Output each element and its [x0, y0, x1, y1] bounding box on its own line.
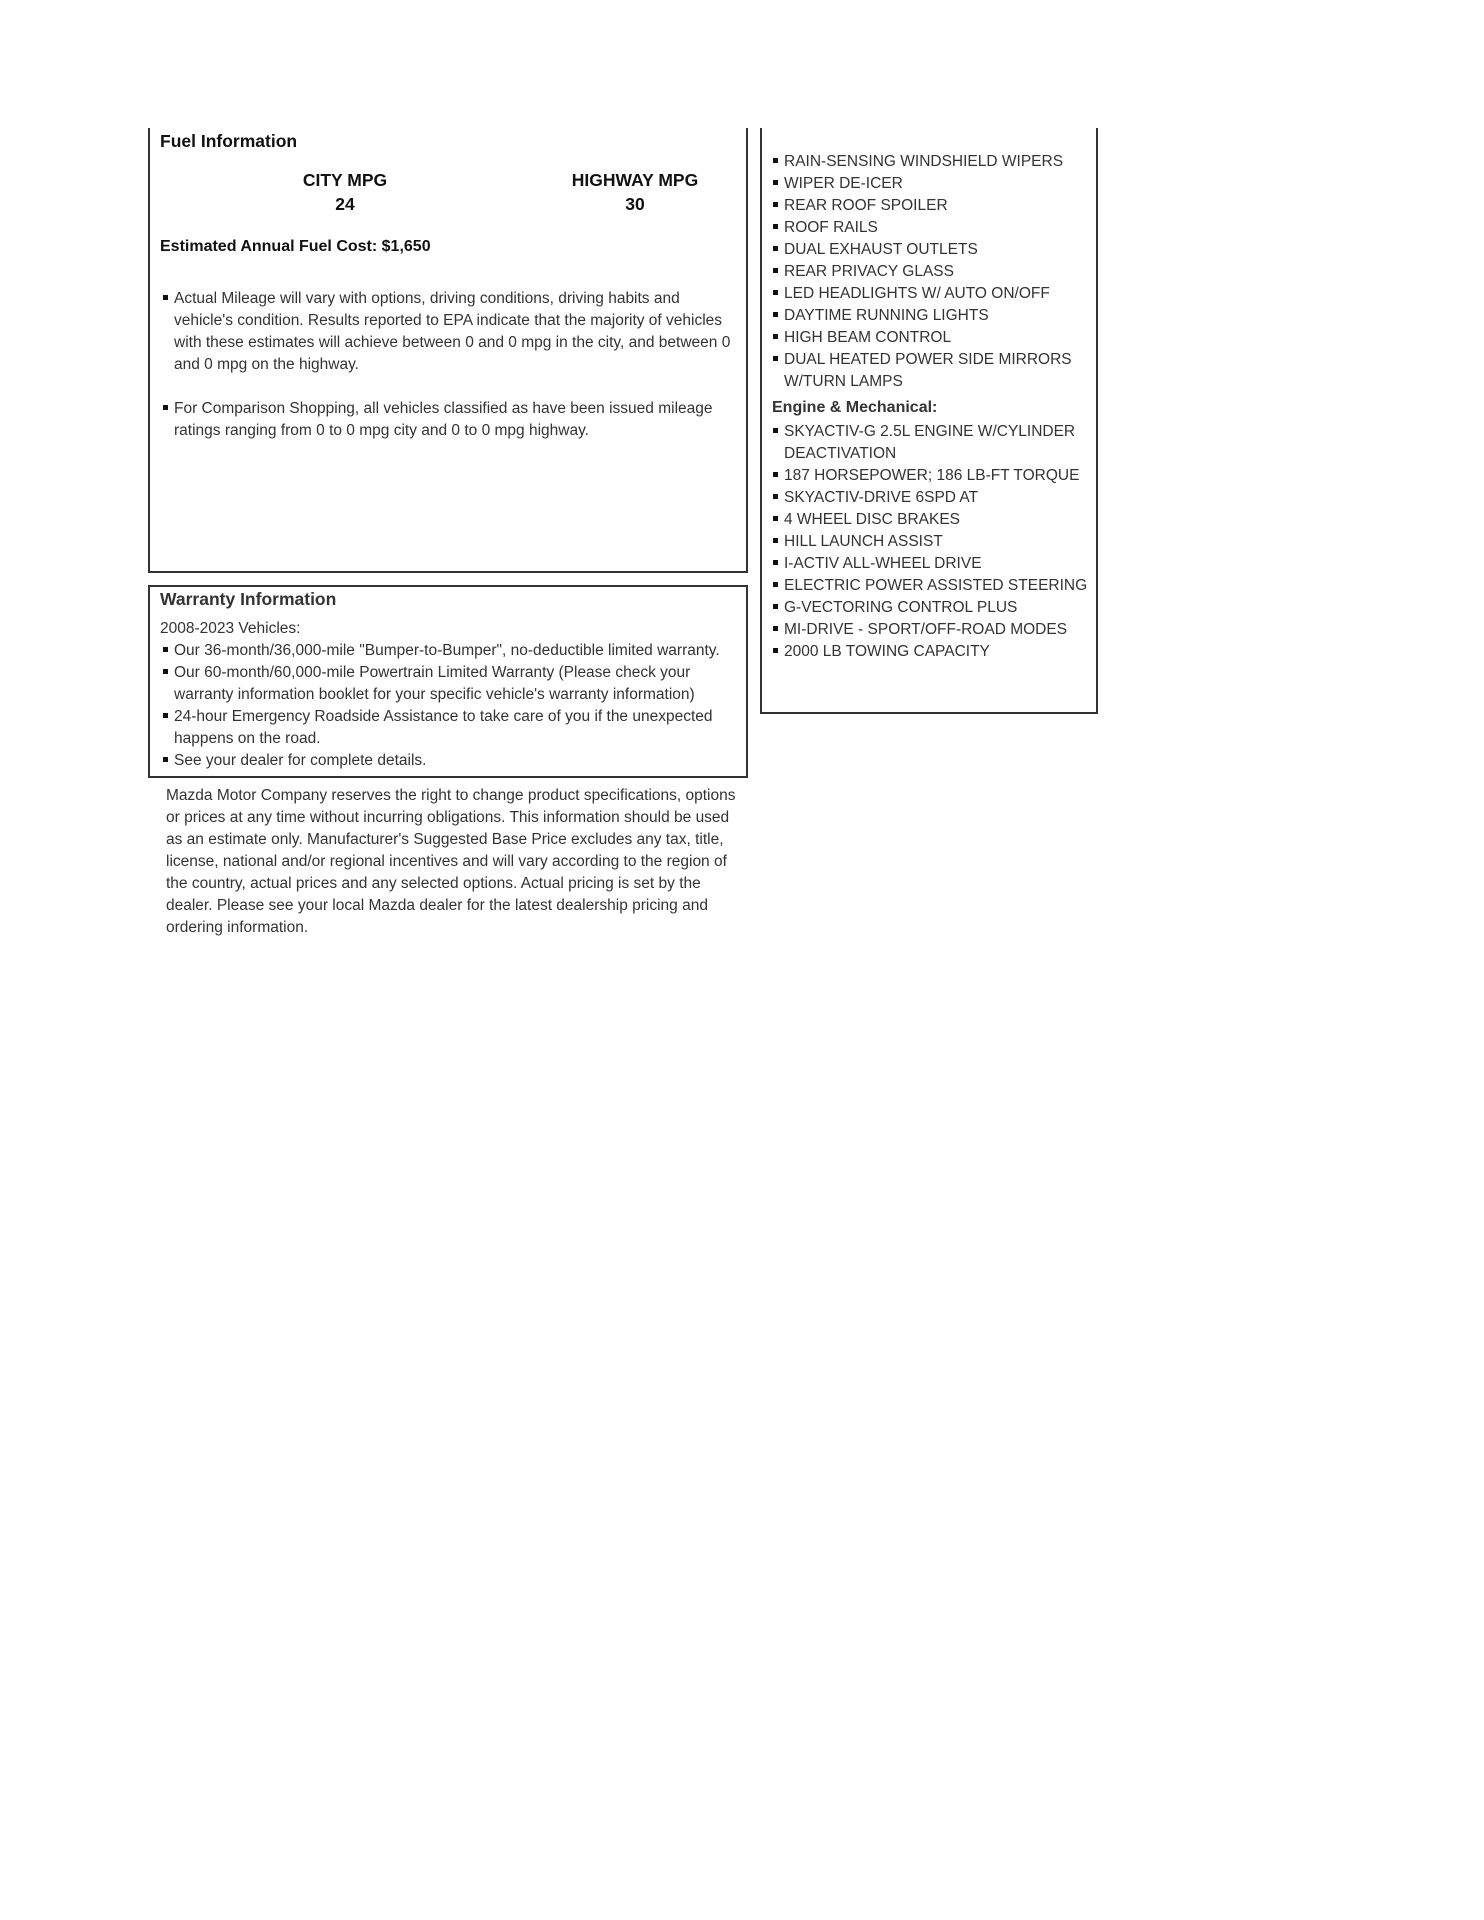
exterior-features-list: [772, 151, 1092, 393]
feature-item: RAIN-SENSING WINDSHIELD WIPERS: [772, 151, 1092, 173]
feature-item: HIGH BEAM CONTROL: [772, 327, 1092, 349]
warranty-list: [162, 640, 742, 772]
feature-item: REAR PRIVACY GLASS: [772, 261, 1092, 283]
feature-item: DUAL EXHAUST OUTLETS: [772, 239, 1092, 261]
feature-item: MI-DRIVE - SPORT/OFF-ROAD MODES: [772, 619, 1092, 641]
engine-mechanical-heading: Engine & Mechanical:: [772, 399, 938, 416]
warranty-item: See your dealer for complete details.: [162, 750, 742, 772]
feature-item: DAYTIME RUNNING LIGHTS: [772, 305, 1092, 327]
feature-item: G-VECTORING CONTROL PLUS: [772, 597, 1092, 619]
fuel-information-title: Fuel Information: [160, 131, 298, 151]
feature-item: ROOF RAILS: [772, 217, 1092, 239]
feature-item: I-ACTIV ALL-WHEEL DRIVE: [772, 553, 1092, 575]
warranty-item: Our 60-month/60,000-mile Powertrain Limited Warranty (Please check your warranty information booklet for your specific vehicle's warranty information): [162, 662, 742, 706]
feature-item: DUAL HEATED POWER SIDE MIRRORS W/TURN LAMPS: [772, 349, 1092, 393]
feature-item: SKYACTIV-G 2.5L ENGINE W/CYLINDER DEACTIVATION: [772, 421, 1092, 465]
annual-fuel-cost: Estimated Annual Fuel Cost: $1,650: [160, 238, 431, 255]
highway-mpg-label: HIGHWAY MPG: [571, 170, 699, 190]
warranty-intro: 2008-2023 Vehicles:: [160, 620, 301, 637]
highway-mpg-value: 30: [625, 194, 645, 214]
feature-item: HILL LAUNCH ASSIST: [772, 531, 1092, 553]
city-mpg-label: CITY MPG: [302, 170, 388, 190]
fuel-note-comparison: For Comparison Shopping, all vehicles classified as have been issued mileage ratings ranging from 0 to 0 mpg city and 0 to 0 mpg highway.: [162, 398, 742, 442]
city-mpg: [235, 168, 455, 216]
highway-mpg: [525, 168, 745, 216]
feature-item: 4 WHEEL DISC BRAKES: [772, 509, 1092, 531]
fuel-information-panel: [148, 128, 748, 573]
feature-item: REAR ROOF SPOILER: [772, 195, 1092, 217]
disclaimer-text: Mazda Motor Company reserves the right to change product specifications, options or prices at any time without incurring obligations. This information should be used as an estimate only. Manufacturer's Suggested Base Price excludes any tax, title, license, national and/or regional incentives and will vary according to the region of the country, actual prices and any selected options. Actual pricing is set by the dealer. Please see your local Mazda dealer for the latest dealership pricing and ordering information.: [166, 787, 736, 936]
fuel-notes-list: [162, 288, 742, 464]
engine-features-list: [772, 421, 1092, 663]
feature-item: 187 HORSEPOWER; 186 LB-FT TORQUE: [772, 465, 1092, 487]
warranty-item: 24-hour Emergency Roadside Assistance to take care of you if the unexpected happens on the road.: [162, 706, 742, 750]
city-mpg-value: 24: [335, 194, 355, 214]
features-panel: [760, 128, 1098, 714]
feature-item: SKYACTIV-DRIVE 6SPD AT: [772, 487, 1092, 509]
feature-item: WIPER DE-ICER: [772, 173, 1092, 195]
warranty-item: Our 36-month/36,000-mile "Bumper-to-Bumper", no-deductible limited warranty.: [162, 640, 742, 662]
feature-item: ELECTRIC POWER ASSISTED STEERING: [772, 575, 1092, 597]
feature-item: LED HEADLIGHTS W/ AUTO ON/OFF: [772, 283, 1092, 305]
warranty-information-panel: [148, 585, 748, 778]
fuel-note-mileage: Actual Mileage will vary with options, driving conditions, driving habits and vehicle's condition. Results reported to EPA indicate that the majority of vehicles with these estimates will achieve between 0 and 0 mpg in the city, and between 0 and 0 mpg on the highway.: [162, 288, 742, 376]
feature-item: 2000 LB TOWING CAPACITY: [772, 641, 1092, 663]
warranty-information-title: Warranty Information: [160, 589, 337, 609]
